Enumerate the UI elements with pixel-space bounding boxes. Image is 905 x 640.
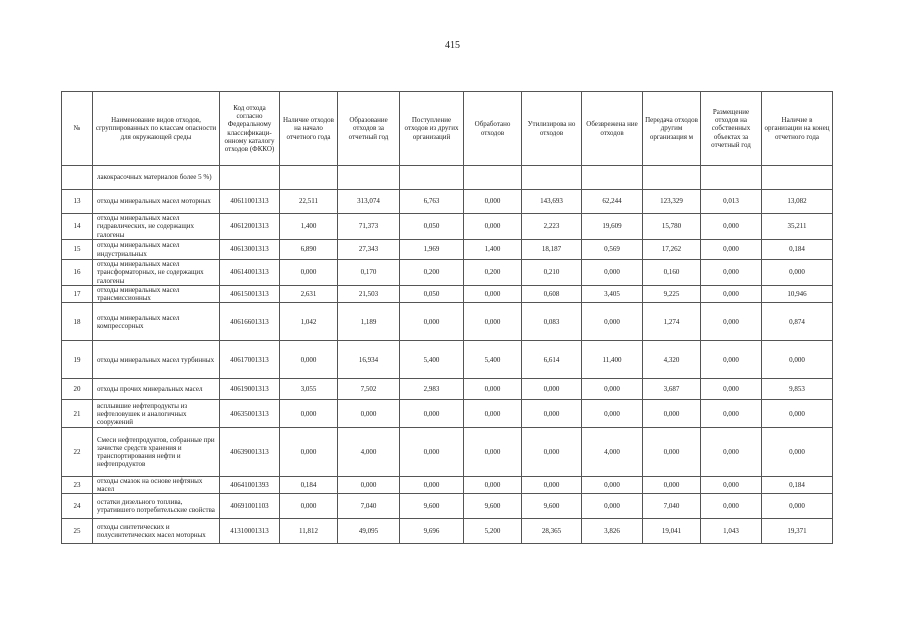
table-row [62, 166, 833, 190]
value-cell: 0,000 [582, 400, 643, 428]
header-cell: № [62, 92, 93, 166]
value-cell: 0,000 [582, 477, 643, 494]
value-cell: 0,000 [701, 286, 762, 303]
table-row [62, 519, 833, 544]
value-cell: 1,189 [338, 303, 400, 341]
value-cell: 6,614 [522, 341, 582, 379]
value-cell: 0,000 [464, 428, 522, 477]
table-row [62, 190, 833, 214]
waste-name-cell: лакокрасочных материалов более 5 %) [93, 166, 220, 190]
value-cell: 0,000 [338, 477, 400, 494]
value-cell: 27,343 [338, 240, 400, 260]
value-cell: 0,000 [762, 260, 833, 286]
header-cell: Код отхода согласно Федеральному классификаци-онному каталогу отходов (ФККО) [220, 92, 280, 166]
waste-name-cell: Смеси нефтепродуктов, собранные при зачистке средств хранения и транспортирования нефти и нефтепродуктов [93, 428, 220, 477]
header-row [62, 92, 833, 166]
fkko-code-cell: 40641001393 [220, 477, 280, 494]
header-cell: Поступление отходов из других организаций [400, 92, 464, 166]
value-cell: 71,373 [338, 214, 400, 240]
fkko-code-cell: 40614001313 [220, 260, 280, 286]
table-row [62, 494, 833, 519]
value-cell: 5,200 [464, 519, 522, 544]
value-cell: 0,000 [338, 400, 400, 428]
fkko-code-cell: 40611001313 [220, 190, 280, 214]
waste-name-cell: отходы минеральных масел трансмиссионных [93, 286, 220, 303]
value-cell: 6,763 [400, 190, 464, 214]
value-cell: 0,000 [643, 428, 701, 477]
value-cell: 0,000 [464, 303, 522, 341]
value-cell: 0,000 [464, 214, 522, 240]
value-cell: 9,600 [400, 494, 464, 519]
value-cell: 3,687 [643, 379, 701, 400]
row-number-cell: 19 [62, 341, 93, 379]
value-cell: 0,000 [701, 214, 762, 240]
value-cell: 3,055 [280, 379, 338, 400]
value-cell: 19,371 [762, 519, 833, 544]
value-cell [400, 166, 464, 190]
value-cell: 4,320 [643, 341, 701, 379]
value-cell: 0,083 [522, 303, 582, 341]
fkko-code-cell: 40635001313 [220, 400, 280, 428]
header-cell: Образование отходов за отчетный год [338, 92, 400, 166]
value-cell: 0,000 [762, 494, 833, 519]
fkko-code-cell: 40616601313 [220, 303, 280, 341]
header-cell: Наименование видов отходов, сгруппированных по классам опасности для окружающей среды [93, 92, 220, 166]
row-number-cell: 21 [62, 400, 93, 428]
row-number-cell: 22 [62, 428, 93, 477]
value-cell: 10,946 [762, 286, 833, 303]
value-cell: 0,050 [400, 214, 464, 240]
header-cell: Наличие отходов на начало отчетного года [280, 92, 338, 166]
value-cell: 0,000 [280, 428, 338, 477]
value-cell: 0,210 [522, 260, 582, 286]
value-cell: 19,609 [582, 214, 643, 240]
value-cell: 22,511 [280, 190, 338, 214]
row-number-cell: 13 [62, 190, 93, 214]
waste-name-cell: отходы прочих минеральных масел [93, 379, 220, 400]
value-cell: 49,095 [338, 519, 400, 544]
row-number-cell: 25 [62, 519, 93, 544]
value-cell: 0,184 [762, 477, 833, 494]
value-cell [338, 166, 400, 190]
value-cell: 0,160 [643, 260, 701, 286]
value-cell: 1,400 [280, 214, 338, 240]
waste-name-cell: отходы минеральных масел гидравлических, не содержащих галогены [93, 214, 220, 240]
value-cell: 0,000 [582, 303, 643, 341]
fkko-code-cell: 40619001313 [220, 379, 280, 400]
value-cell: 0,184 [280, 477, 338, 494]
value-cell: 0,200 [400, 260, 464, 286]
value-cell [762, 166, 833, 190]
value-cell: 0,000 [643, 477, 701, 494]
table-row [62, 400, 833, 428]
fkko-code-cell: 40639001313 [220, 428, 280, 477]
value-cell: 2,983 [400, 379, 464, 400]
value-cell: 0,000 [701, 428, 762, 477]
value-cell: 313,074 [338, 190, 400, 214]
value-cell: 1,969 [400, 240, 464, 260]
value-cell: 18,187 [522, 240, 582, 260]
value-cell: 15,780 [643, 214, 701, 240]
row-number-cell: 24 [62, 494, 93, 519]
table-row [62, 341, 833, 379]
value-cell: 0,200 [464, 260, 522, 286]
value-cell: 1,274 [643, 303, 701, 341]
fkko-code-cell: 40617001313 [220, 341, 280, 379]
waste-name-cell: всплывшие нефтепродукты из нефтеловушек и аналогичных сооружений [93, 400, 220, 428]
value-cell: 0,000 [280, 494, 338, 519]
value-cell: 0,000 [762, 341, 833, 379]
waste-table [61, 91, 833, 544]
value-cell: 6,890 [280, 240, 338, 260]
row-number-cell [62, 166, 93, 190]
value-cell: 0,000 [280, 260, 338, 286]
value-cell: 0,000 [400, 428, 464, 477]
value-cell: 0,000 [464, 379, 522, 400]
value-cell: 0,184 [762, 240, 833, 260]
value-cell: 35,211 [762, 214, 833, 240]
value-cell: 0,000 [400, 477, 464, 494]
waste-name-cell: отходы минеральных масел трансформаторных, не содержащих галогены [93, 260, 220, 286]
value-cell: 0,170 [338, 260, 400, 286]
value-cell: 0,000 [522, 379, 582, 400]
value-cell: 1,043 [701, 519, 762, 544]
header-cell: Передача отходов другим организация м [643, 92, 701, 166]
waste-name-cell: отходы минеральных масел турбинных [93, 341, 220, 379]
value-cell: 13,082 [762, 190, 833, 214]
value-cell: 9,600 [522, 494, 582, 519]
value-cell: 9,696 [400, 519, 464, 544]
value-cell: 0,000 [701, 477, 762, 494]
value-cell: 0,874 [762, 303, 833, 341]
value-cell: 4,000 [338, 428, 400, 477]
waste-name-cell: отходы смазок на основе нефтяных масел [93, 477, 220, 494]
value-cell: 7,040 [643, 494, 701, 519]
table-body [62, 166, 833, 544]
value-cell: 0,000 [522, 477, 582, 494]
value-cell: 0,000 [701, 379, 762, 400]
value-cell: 7,040 [338, 494, 400, 519]
value-cell: 16,934 [338, 341, 400, 379]
fkko-code-cell: 40691001103 [220, 494, 280, 519]
value-cell: 0,000 [522, 400, 582, 428]
value-cell: 0,608 [522, 286, 582, 303]
row-number-cell: 14 [62, 214, 93, 240]
fkko-code-cell: 41310001313 [220, 519, 280, 544]
header-cell: Утилизирова но отходов [522, 92, 582, 166]
value-cell: 62,244 [582, 190, 643, 214]
value-cell: 0,000 [400, 400, 464, 428]
waste-name-cell: остатки дизельного топлива, утратившего потребительские свойства [93, 494, 220, 519]
header-cell: Обработано отходов [464, 92, 522, 166]
value-cell [643, 166, 701, 190]
waste-name-cell: отходы минеральных масел индустриальных [93, 240, 220, 260]
value-cell: 0,013 [701, 190, 762, 214]
waste-name-cell: отходы минеральных масел моторных [93, 190, 220, 214]
value-cell: 7,502 [338, 379, 400, 400]
row-number-cell: 16 [62, 260, 93, 286]
value-cell: 5,400 [464, 341, 522, 379]
table-row [62, 260, 833, 286]
value-cell: 17,262 [643, 240, 701, 260]
value-cell: 11,812 [280, 519, 338, 544]
value-cell: 1,400 [464, 240, 522, 260]
value-cell: 9,600 [464, 494, 522, 519]
value-cell: 9,225 [643, 286, 701, 303]
value-cell: 0,000 [701, 260, 762, 286]
value-cell: 0,050 [400, 286, 464, 303]
header-cell: Размещение отходов на собственных объектах за отчетный год [701, 92, 762, 166]
value-cell: 0,000 [701, 494, 762, 519]
value-cell: 19,041 [643, 519, 701, 544]
waste-name-cell: отходы минеральных масел компрессорных [93, 303, 220, 341]
table-row [62, 286, 833, 303]
value-cell: 2,631 [280, 286, 338, 303]
value-cell: 0,000 [280, 341, 338, 379]
value-cell: 0,000 [701, 400, 762, 428]
table-row [62, 428, 833, 477]
row-number-cell: 15 [62, 240, 93, 260]
waste-name-cell: отходы синтетических и полусинтетических масел моторных [93, 519, 220, 544]
table-row [62, 477, 833, 494]
fkko-code-cell [220, 166, 280, 190]
value-cell: 0,000 [464, 286, 522, 303]
header-cell: Обезврежена ние отходов [582, 92, 643, 166]
table-row [62, 379, 833, 400]
table-row [62, 214, 833, 240]
table-row [62, 240, 833, 260]
value-cell: 0,000 [701, 303, 762, 341]
page-number: 415 [445, 40, 460, 51]
value-cell: 0,000 [762, 400, 833, 428]
value-cell: 28,365 [522, 519, 582, 544]
header-cell: Наличие в организации на конец отчетного года [762, 92, 833, 166]
value-cell: 2,223 [522, 214, 582, 240]
value-cell: 0,569 [582, 240, 643, 260]
row-number-cell: 17 [62, 286, 93, 303]
value-cell: 4,000 [582, 428, 643, 477]
value-cell: 143,693 [522, 190, 582, 214]
row-number-cell: 18 [62, 303, 93, 341]
fkko-code-cell: 40615001313 [220, 286, 280, 303]
value-cell: 0,000 [280, 400, 338, 428]
value-cell: 0,000 [701, 240, 762, 260]
value-cell: 11,400 [582, 341, 643, 379]
value-cell: 0,000 [762, 428, 833, 477]
row-number-cell: 23 [62, 477, 93, 494]
fkko-code-cell: 40612001313 [220, 214, 280, 240]
value-cell: 0,000 [582, 260, 643, 286]
table-row [62, 303, 833, 341]
value-cell [464, 166, 522, 190]
value-cell: 5,400 [400, 341, 464, 379]
value-cell [582, 166, 643, 190]
value-cell: 0,000 [400, 303, 464, 341]
value-cell: 0,000 [464, 190, 522, 214]
value-cell [522, 166, 582, 190]
value-cell: 1,042 [280, 303, 338, 341]
value-cell: 0,000 [643, 400, 701, 428]
value-cell: 123,329 [643, 190, 701, 214]
value-cell: 0,000 [701, 341, 762, 379]
value-cell [701, 166, 762, 190]
value-cell: 21,503 [338, 286, 400, 303]
value-cell: 9,853 [762, 379, 833, 400]
value-cell: 0,000 [464, 477, 522, 494]
value-cell [280, 166, 338, 190]
fkko-code-cell: 40613001313 [220, 240, 280, 260]
value-cell: 0,000 [522, 428, 582, 477]
value-cell: 3,405 [582, 286, 643, 303]
value-cell: 3,826 [582, 519, 643, 544]
value-cell: 0,000 [582, 494, 643, 519]
value-cell: 0,000 [464, 400, 522, 428]
row-number-cell: 20 [62, 379, 93, 400]
value-cell: 0,000 [582, 379, 643, 400]
